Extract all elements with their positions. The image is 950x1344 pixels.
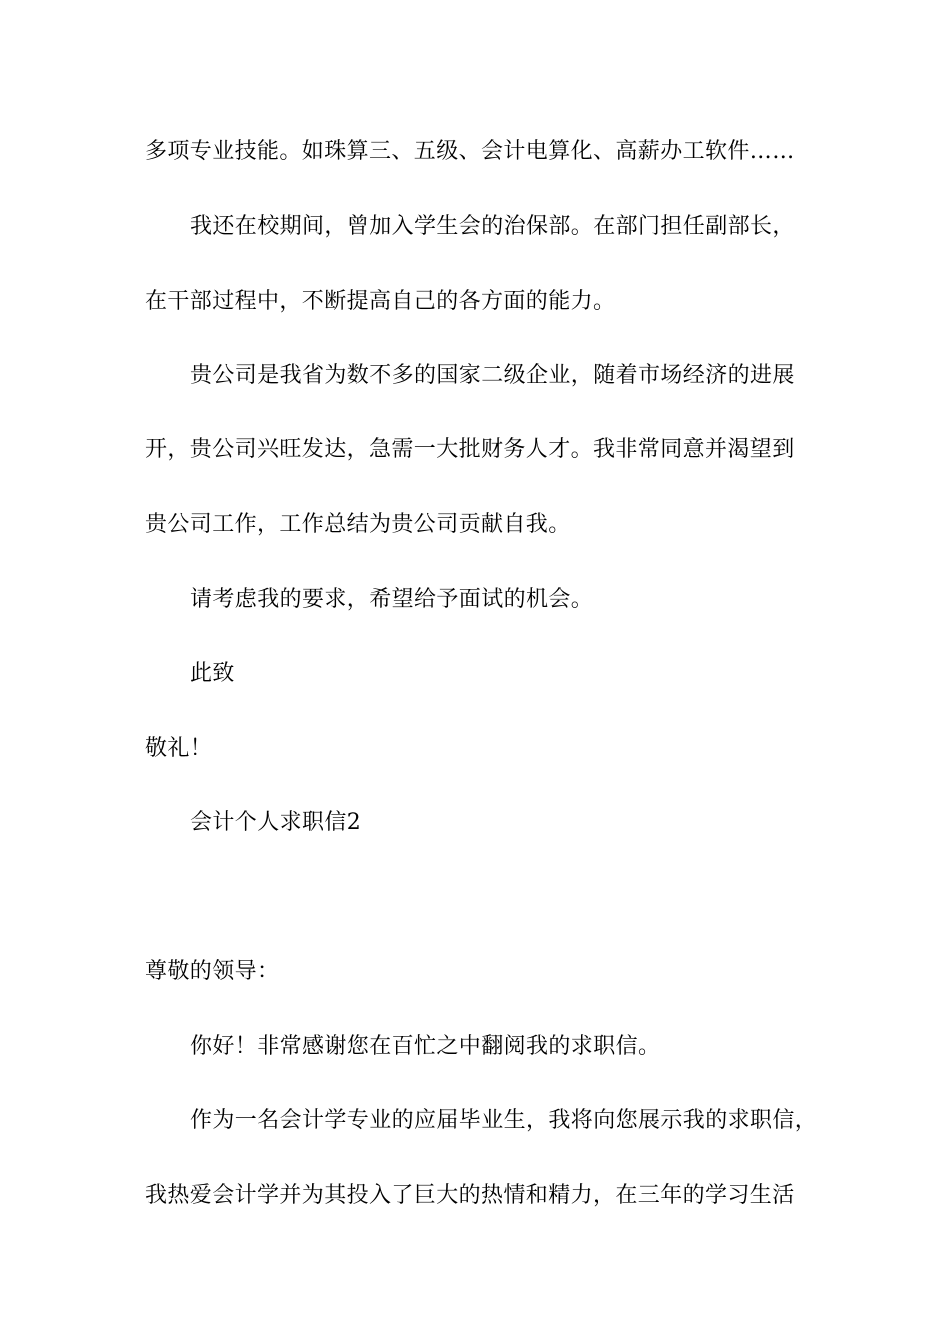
closing-line: 此致 — [190, 661, 235, 686]
paragraph-line: 我热爱会计学并为其投入了巨大的热情和精力，在三年的学习生活 — [145, 1183, 795, 1208]
paragraph-line: 贵公司是我省为数不多的国家二级企业，随着市场经济的进展 — [190, 363, 795, 388]
salutation-line: 敬礼！ — [145, 736, 213, 761]
paragraph-line: 多项专业技能。如珠算三、五级、会计电算化、高薪办工软件…… — [145, 139, 795, 164]
paragraph-line: 在干部过程中，不断提高自己的各方面的能力。 — [145, 289, 616, 314]
section-heading: 会计个人求职信2 — [190, 810, 362, 835]
greeting-line: 尊敬的领导： — [145, 959, 280, 984]
paragraph-line: 贵公司工作，工作总结为贵公司贡献自我。 — [145, 512, 571, 537]
paragraph-line: 你好！非常感谢您在百忙之中翻阅我的求职信。 — [190, 1034, 661, 1059]
paragraph-line: 我还在校期间，曾加入学生会的治保部。在部门担任副部长， — [190, 214, 795, 239]
paragraph-line: 开，贵公司兴旺发达，急需一大批财务人才。我非常同意并渴望到 — [145, 437, 795, 462]
paragraph-line: 请考虑我的要求，希望给予面试的机会。 — [190, 587, 594, 612]
paragraph-line: 作为一名会计学专业的应届毕业生，我将向您展示我的求职信， — [190, 1108, 818, 1133]
